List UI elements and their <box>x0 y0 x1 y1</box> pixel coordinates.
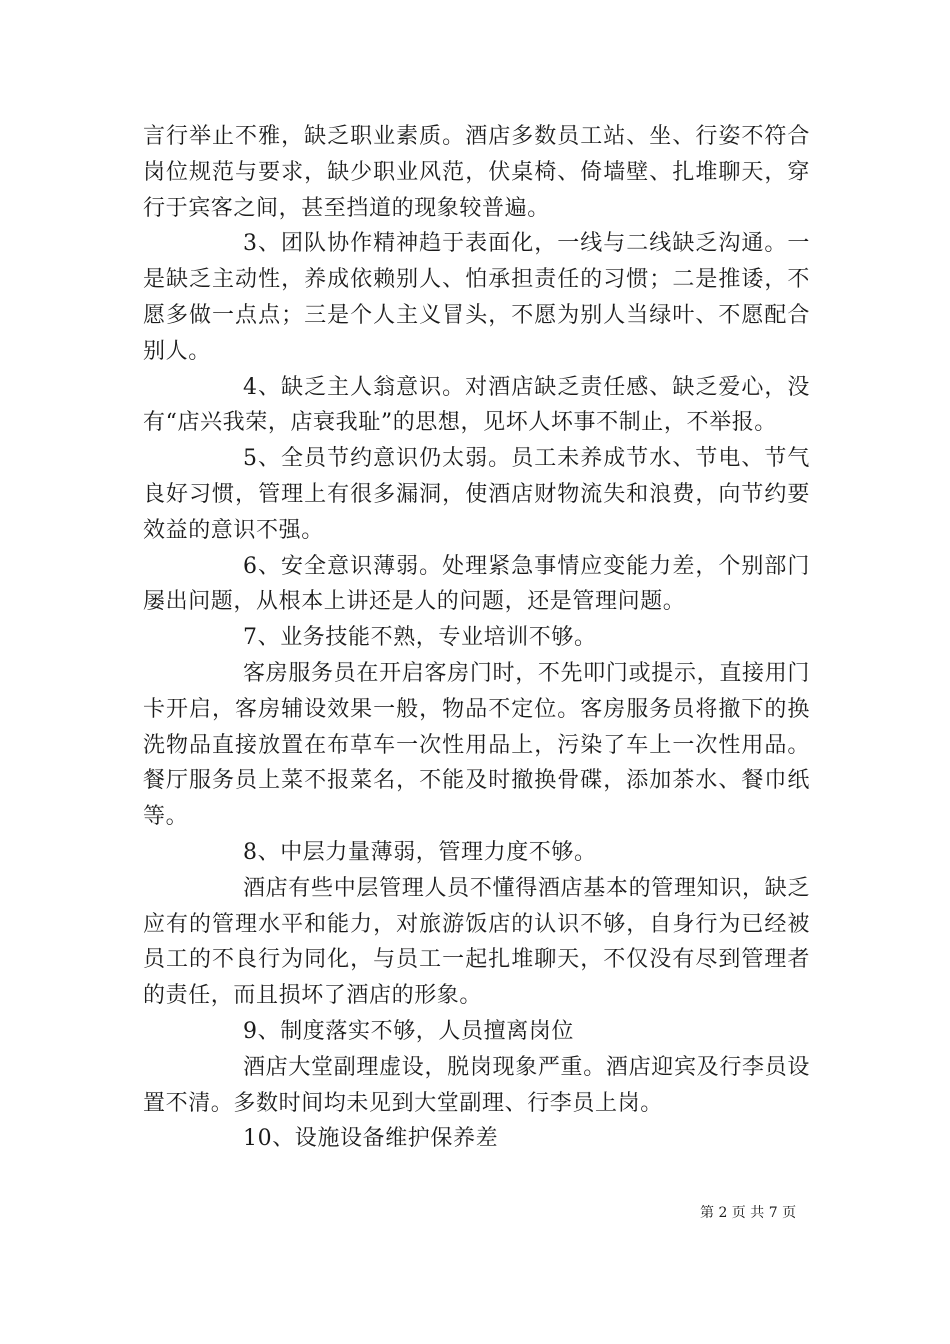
paragraph-item-8-heading: 8、中层力量薄弱，管理力度不够。 <box>243 839 597 865</box>
paragraph-item-10-heading: 10、设施设备维护保养差 <box>243 1126 499 1152</box>
paragraph-item-9-heading: 9、制度落实不够，人员擅离岗位 <box>243 1018 574 1044</box>
paragraph-item-4: 4、缺乏主人翁意识。对酒店缺乏责任感、缺乏爱心，没有“店兴我荣，店衰我耻”的思想，见坏人坏事不制止，不举报。 <box>143 374 810 436</box>
document-body <box>143 119 810 1157</box>
paragraph-item-6: 6、安全意识薄弱。处理紧急事情应变能力差，个别部门屡出问题，从根本上讲还是人的问题，还是管理问题。 <box>143 553 810 615</box>
paragraph-item-7-heading: 7、业务技能不熟，专业培训不够。 <box>243 625 597 651</box>
paragraph-item-9-detail: 酒店大堂副理虚设，脱岗现象严重。酒店迎宾及行李员设置不清。多数时间均未见到大堂副理、行李员上岗。 <box>143 1054 810 1116</box>
paragraph-item-3: 3、团队协作精神趋于表面化，一线与二线缺乏沟通。一是缺乏主动性，养成依赖别人、怕承担责任的习惯；二是推诿，不愿多做一点点；三是个人主义冒头，不愿为别人当绿叶、不愿配合别人。 <box>143 231 810 364</box>
paragraph-item-7-detail: 客房服务员在开启客房门时，不先叩门或提示，直接用门卡开启，客房辅设效果一般，物品不定位。客房服务员将撤下的换洗物品直接放置在布草车一次性用品上，污染了车上一次性用品。餐厅服务员上菜不报菜名，不能及时撤换骨碟，添加茶水、餐巾纸等。 <box>143 660 810 830</box>
page-number-footer: 第 2 页 共 7 页 <box>700 1205 797 1221</box>
paragraph-conduct-continued: 言行举止不雅，缺乏职业素质。酒店多数员工站、坐、行姿不符合岗位规范与要求，缺少职业风范，伏桌椅、倚墙壁、扎堆聊天，穿行于宾客之间，甚至挡道的现象较普遍。 <box>143 124 810 221</box>
paragraph-item-8-detail: 酒店有些中层管理人员不懂得酒店基本的管理知识，缺乏应有的管理水平和能力，对旅游饭店的认识不够，自身行为已经被员工的不良行为同化，与员工一起扎堆聊天，不仅没有尽到管理者的责任，而且损坏了酒店的形象。 <box>143 875 810 1009</box>
paragraph-item-5: 5、全员节约意识仍太弱。员工未养成节水、节电、节气良好习惯，管理上有很多漏洞，使酒店财物流失和浪费，向节约要效益的意识不强。 <box>143 446 810 543</box>
